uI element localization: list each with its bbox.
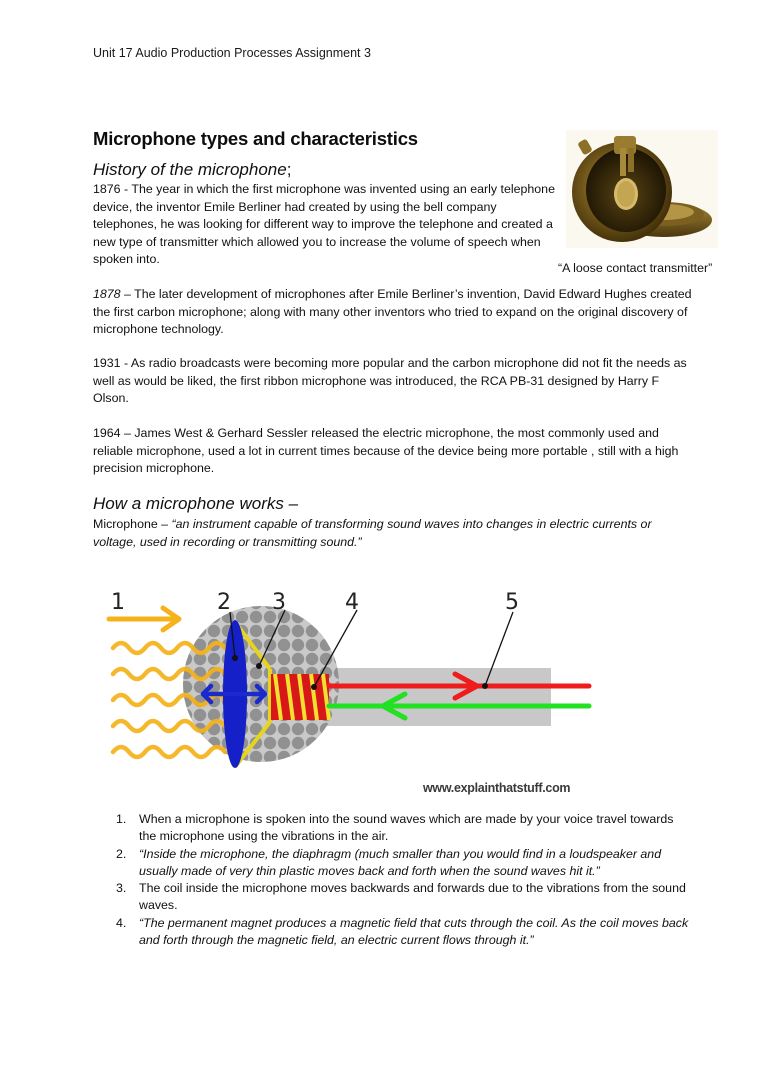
entry-year: 1931 bbox=[93, 356, 121, 370]
running-header: Unit 17 Audio Production Processes Assignment 3 bbox=[93, 46, 371, 60]
step-text: When a microphone is spoken into the sound waves which are made by your voice travel towards the microphone using the vibrations in the air. bbox=[139, 812, 674, 844]
coil bbox=[271, 674, 329, 720]
microphone-diagram bbox=[95, 582, 600, 802]
history-entry-1876 bbox=[93, 181, 558, 269]
step-number: 1. bbox=[116, 812, 127, 826]
history-heading bbox=[93, 160, 291, 180]
step-text: “The permanent magnet produces a magnetic field that cuts through the coil. As the coil moves back and forth through the magnetic field, an electric current flows through it.” bbox=[139, 915, 689, 948]
entry-separator: - bbox=[120, 356, 131, 370]
definition-term: Microphone – bbox=[93, 517, 172, 531]
definition-quote: “an instrument capable of transforming sound waves into changes in electric currents or voltage, used in recording or transmitting sound.” bbox=[93, 517, 652, 549]
step-item bbox=[93, 880, 693, 915]
step-item bbox=[93, 846, 693, 881]
step-number: 2. bbox=[116, 846, 127, 861]
diagram-label-2: 2 bbox=[217, 590, 231, 615]
microphone-body bbox=[320, 668, 551, 726]
how-it-works-heading: How a microphone works – bbox=[93, 494, 299, 513]
entry-separator: - bbox=[120, 182, 132, 196]
history-heading-suffix: ; bbox=[286, 160, 292, 179]
microphone-definition bbox=[93, 516, 693, 551]
entry-year: 1878 bbox=[93, 287, 121, 301]
diagram-label-3: 3 bbox=[272, 590, 286, 615]
entry-text: James West & Gerhard Sessler released the electric microphone, the most commonly used and reliable microphone, used a lot in current times because of the device being more portable , still with a high precision microphone. bbox=[93, 426, 679, 475]
entry-separator: – bbox=[120, 287, 135, 301]
diagram-label-5: 5 bbox=[505, 590, 519, 615]
diagram-credit: www.explainthatstuff.com bbox=[423, 781, 571, 795]
loose-contact-transmitter-photo bbox=[566, 130, 718, 248]
transmitter-illustration bbox=[566, 130, 718, 248]
entry-year: 1876 bbox=[93, 182, 121, 196]
history-entry-1931 bbox=[93, 355, 693, 408]
entry-text: The later development of microphones after Emile Berliner’s invention, David Edward Hughes created the first carbon microphone; along with many other inventors who tried to expand on the original discovery of microphone technology. bbox=[93, 287, 692, 336]
step-item bbox=[93, 811, 693, 846]
step-text: “Inside the microphone, the diaphragm (much smaller than you would find in a loudspeaker and usually made of very thin plastic moves back and forth when the sound waves hit it.” bbox=[139, 846, 662, 878]
entry-text: The year in which the first microphone was invented using an early telephone device, the inventor Emile Berliner had created by using the bell company telephones, he was looking for different way to improve the telephone and created a new type of transmitter which allowed you to increase the volume of speech when spoken into. bbox=[93, 182, 555, 266]
step-number: 3. bbox=[116, 881, 127, 896]
step-number: 4. bbox=[116, 915, 127, 930]
step-item bbox=[93, 915, 693, 950]
entry-text: As radio broadcasts were becoming more popular and the carbon microphone did not fit the needs as well as would be liked, the first ribbon microphone was introduced, the RCA PB-31 designed by Harry F Olson. bbox=[93, 356, 687, 405]
history-entry-1964 bbox=[93, 425, 693, 478]
diagram-label-4: 4 bbox=[345, 590, 359, 615]
photo-caption: “A loose contact transmitter” bbox=[558, 261, 713, 275]
history-entry-1878 bbox=[93, 286, 693, 339]
dynamic-microphone-illustration bbox=[95, 582, 600, 802]
how-it-works-steps bbox=[93, 811, 693, 949]
document-title: Microphone types and characteristics bbox=[93, 128, 418, 149]
history-heading-text: History of the microphone bbox=[93, 160, 287, 179]
diagram-label-1: 1 bbox=[111, 590, 125, 615]
step-text: The coil inside the microphone moves backwards and forwards due to the vibrations from the sound waves. bbox=[139, 881, 686, 913]
entry-year: 1964 bbox=[93, 426, 121, 440]
entry-separator: – bbox=[120, 426, 135, 440]
